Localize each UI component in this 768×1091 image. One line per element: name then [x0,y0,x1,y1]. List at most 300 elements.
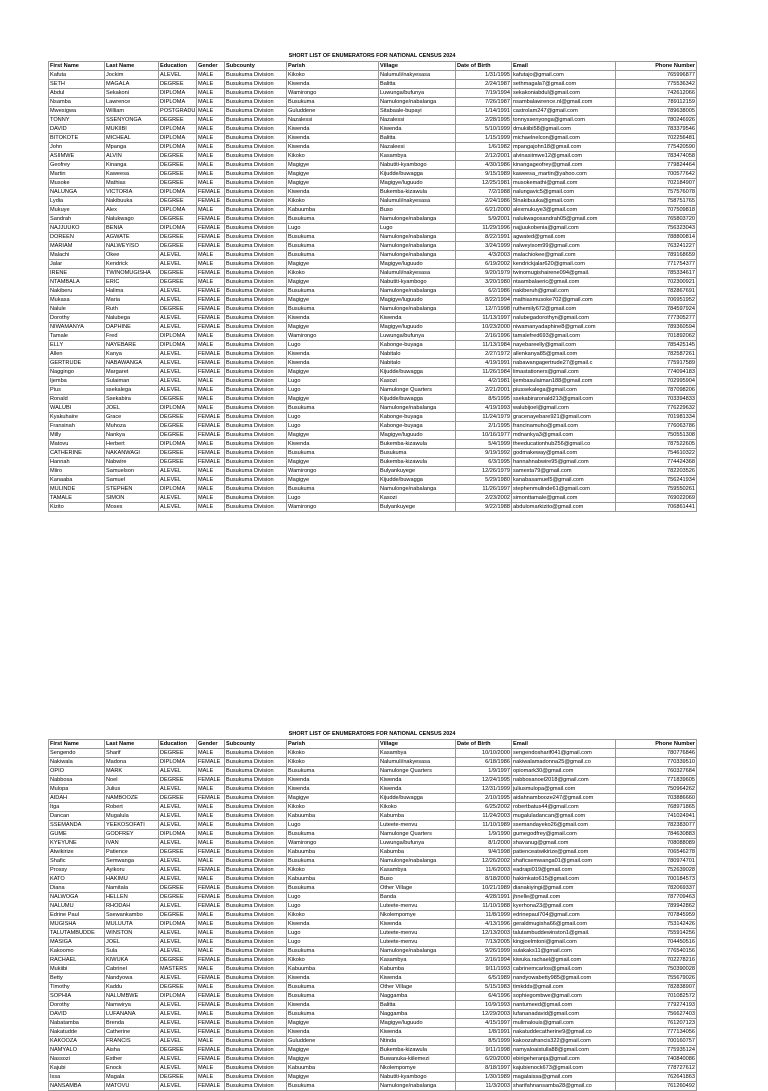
village-cell: Kiwenda [379,776,456,785]
email-cell: ssemandayeko26@gmail.com [512,821,616,830]
phone-number-cell: 759550261 [616,485,697,494]
first-name-cell: Dorothy [49,314,105,323]
gender-cell: FEMALE [197,884,225,893]
village-cell: Kiwenda [379,125,456,134]
subcounty-cell: Busukuma Division [225,278,287,287]
parish-cell: Kabuumba [287,812,379,821]
education-cell: DEGREE [159,422,197,431]
phone-number-cell: 757576078 [616,188,697,197]
table-row [49,794,697,803]
gender-cell: MALE [197,440,225,449]
last-name-cell: Herbert [105,440,159,449]
email-cell: kajubienock673@gmail.com [512,1064,616,1073]
email-cell: nabawangagertrude27@gmail.c [512,359,616,368]
date-of-birth-cell: 7/19/1994 [456,89,512,98]
email-cell: simonttamale@gmail.com [512,494,616,503]
table-row [49,785,697,794]
education-cell: ALEVEL [159,251,197,260]
table-row [49,431,697,440]
parish-cell: Magigye [287,395,379,404]
village-cell: Namulonge/nabalanga [379,251,456,260]
last-name-cell: Ayikoru [105,866,159,875]
parish-cell: Kikoko [287,803,379,812]
gender-cell: FEMALE [197,1082,225,1091]
education-cell: ALEVEL [159,839,197,848]
subcounty-cell: Busukuma Division [225,296,287,305]
phone-number-cell: 756241934 [616,476,697,485]
parish-cell: Lugo [287,422,379,431]
last-name-cell: Magala [105,1073,159,1082]
phone-number-cell: 771839605 [616,776,697,785]
table-row [49,170,697,179]
table-row [49,269,697,278]
parish-cell: Wamirongo [287,89,379,98]
subcounty-cell: Busukuma Division [225,440,287,449]
gender-cell: FEMALE [197,287,225,296]
table-row [49,125,697,134]
education-cell: ALEVEL [159,1037,197,1046]
last-name-cell: Maria [105,296,159,305]
gender-cell: MALE [197,494,225,503]
village-header: Village [379,62,456,71]
table-row [49,965,697,974]
table-row [49,476,697,485]
last-name-cell: Enock [105,1064,159,1073]
gender-cell: MALE [197,260,225,269]
phone-number-header: Phone Number [616,62,697,71]
date-of-birth-cell: 11/3/2003 [456,1082,512,1091]
sheet-page-2 [48,730,696,1091]
last-name-cell: MUKIIBI [105,125,159,134]
date-of-birth-cell: 11/13/1984 [456,341,512,350]
date-of-birth-cell: 8/22/1991 [456,233,512,242]
gender-cell: MALE [197,476,225,485]
gender-cell: FEMALE [197,224,225,233]
email-cell: kinangageofrey@gmail.com [512,161,616,170]
education-cell: DIPLOMA [159,440,197,449]
subcounty-cell: Busukuma Division [225,776,287,785]
subcounty-cell: Busukuma Division [225,170,287,179]
gender-cell: MALE [197,98,225,107]
email-cell: timkdds@gmail.com [512,983,616,992]
first-name-cell: SSEMANDA [49,821,105,830]
subcounty-cell: Busukuma Division [225,125,287,134]
subcounty-cell: Busukuma Division [225,983,287,992]
first-name-cell: Kizito [49,503,105,512]
parish-cell: Kikoko [287,911,379,920]
subcounty-cell: Busukuma Division [225,965,287,974]
education-cell: DEGREE [159,956,197,965]
subcounty-cell: Busukuma Division [225,449,287,458]
table-row [49,107,697,116]
gender-cell: MALE [197,404,225,413]
last-name-cell: Mathias [105,179,159,188]
date-of-birth-cell: 3/20/1980 [456,278,512,287]
first-name-cell: Matovu [49,440,105,449]
subcounty-cell: Busukuma Division [225,107,287,116]
email-cell: nandyowabetty985@gmail.com [512,974,616,983]
subcounty-cell: Busukuma Division [225,458,287,467]
last-name-cell: NAMBOOZE [105,794,159,803]
gender-cell: MALE [197,143,225,152]
table-row [49,503,697,512]
last-name-cell: Sekakoni [105,89,159,98]
email-cell: kaweesa_martin@yahoo.com [512,170,616,179]
first-name-cell: Prossy [49,866,105,875]
education-cell: DEGREE [159,431,197,440]
phone-number-cell: 779274193 [616,1001,697,1010]
parish-cell: Kiwenda [287,134,379,143]
date-of-birth-cell: 6/21/2000 [456,206,512,215]
date-of-birth-cell: 9/4/1998 [456,848,512,857]
gender-cell: MALE [197,179,225,188]
gender-cell: FEMALE [197,323,225,332]
first-name-cell: DOREEN [49,233,105,242]
subcounty-cell: Busukuma Division [225,305,287,314]
email-cell: kingjoelmtoni@gmail.com [512,938,616,947]
village-cell: Magigye/luguudo [379,179,456,188]
village-cell: Luteete-menvu [379,929,456,938]
last-name-cell: Kendrick [105,260,159,269]
email-cell: nakatuddecatherine9@gmail.co [512,1028,616,1037]
phone-number-cell: 702300921 [616,278,697,287]
village-cell: Magigye/luguudo [379,1019,456,1028]
village-cell: Kiwenda [379,314,456,323]
village-cell: Kiwenda [379,974,456,983]
first-name-cell: Miiro [49,467,105,476]
last-name-cell: Catherine [105,1028,159,1037]
village-cell: Namulonge/nabalanga [379,857,456,866]
email-cell: sophiegombwe@gmail.com [512,992,616,1001]
first-name-cell: Tamale [49,332,105,341]
table-row [49,368,697,377]
gender-cell: MALE [197,116,225,125]
phone-number-cell: 777305277 [616,314,697,323]
last-name-cell: Esther [105,1055,159,1064]
subcounty-cell: Busukuma Division [225,323,287,332]
village-cell: Luwunga/bufunya [379,89,456,98]
email-cell: kakoozafrancis322@gmail.com [512,1037,616,1046]
email-cell: 5lnakibuuka@gmail.com [512,197,616,206]
email-cell: eadrapi019@gmail.com [512,866,616,875]
parish-cell: Kiwenda [287,974,379,983]
first-name-cell: IRENE [49,269,105,278]
village-cell: Kijudde/buwagga [379,170,456,179]
village-cell: Kabumba [379,812,456,821]
phone-number-cell: 700160757 [616,1037,697,1046]
table-row [49,911,697,920]
date-of-birth-cell: 2/10/1995 [456,794,512,803]
date-of-birth-cell: 9/20/1979 [456,269,512,278]
date-of-birth-cell: 5/10/1999 [456,125,512,134]
parish-cell: Kiwenda [287,359,379,368]
email-cell: nayebareelly@gmail.com [512,341,616,350]
subcounty-cell: Busukuma Division [225,884,287,893]
education-cell: ALEVEL [159,767,197,776]
phone-number-cell: 706861441 [616,503,697,512]
phone-number-cell: 756627403 [616,1010,697,1019]
gender-cell: FEMALE [197,1001,225,1010]
phone-number-cell: 765996877 [616,71,697,80]
phone-number-cell: 706951952 [616,296,697,305]
email-cell: niwamanyadaphine8@gmail.com [512,323,616,332]
table-row [49,386,697,395]
gender-cell: FEMALE [197,1019,225,1028]
email-header: Email [512,62,616,71]
table-row [49,152,697,161]
date-of-birth-cell: 4/2/1981 [456,377,512,386]
first-name-cell: NAMYALO [49,1046,105,1055]
subcounty-cell: Busukuma Division [225,431,287,440]
first-name-cell: NAJJUUKO [49,224,105,233]
table-row [49,179,697,188]
gender-cell: FEMALE [197,350,225,359]
first-name-cell: Dancan [49,812,105,821]
first-name-cell: MARIAM [49,242,105,251]
subcounty-cell: Busukuma Division [225,947,287,956]
parish-cell: Guluddene [287,107,379,116]
village-cell: Naggamba [379,992,456,1001]
email-cell: francinamuho@gmail.com [512,422,616,431]
last-name-cell: ssekalega [105,386,159,395]
gender-cell: MALE [197,485,225,494]
last-name-cell: GODFREY [105,830,159,839]
education-cell: ALEVEL [159,1055,197,1064]
gender-cell: MALE [197,341,225,350]
first-name-cell: Martin [49,170,105,179]
date-of-birth-cell: 1/14/1991 [456,107,512,116]
education-cell: ALEVEL [159,368,197,377]
first-name-cell: NALUNGA [49,188,105,197]
last-name-cell: JOEL [105,938,159,947]
last-name-cell: LUFANANA [105,1010,159,1019]
subcounty-cell: Busukuma Division [225,116,287,125]
education-cell: DIPLOMA [159,332,197,341]
village-cell: Other Village [379,884,456,893]
village-cell: Namulonge Quarters [379,767,456,776]
phone-number-cell: 778727612 [616,1064,697,1073]
table-row [49,1073,697,1082]
email-cell: lufananadavid@gmail.com [512,1010,616,1019]
date-of-birth-cell: 12/31/1999 [456,785,512,794]
subcounty-cell: Busukuma Division [225,749,287,758]
date-of-birth-cell: 7/26/1987 [456,98,512,107]
education-cell: DEGREE [159,242,197,251]
education-cell: DIPLOMA [159,404,197,413]
subcounty-cell: Busukuma Division [225,143,287,152]
phone-number-cell: 789112159 [616,98,697,107]
email-cell: mathiasmusoke702@gmail.com [512,296,616,305]
email-cell: shavanug@gmail.com [512,839,616,848]
phone-number-cell: 783379546 [616,125,697,134]
email-cell: nalungavic5@gmail.com [512,188,616,197]
phone-number-cell: 700577642 [616,170,697,179]
phone-number-cell: 700184573 [616,875,697,884]
phone-number-cell: 774094183 [616,368,697,377]
last-name-cell: ALVIN [105,152,159,161]
last-name-cell: Kanya [105,350,159,359]
email-cell: namyaloaistulla88@gmail.com [512,1046,616,1055]
email-cell: mugaluladancan@gmail.com [512,812,616,821]
date-of-birth-cell: 10/10/2000 [456,749,512,758]
phone-number-cell: 702278216 [616,956,697,965]
first-name-cell: Nakiberu [49,287,105,296]
village-cell: Nalumuli/nakyesasa [379,269,456,278]
table-row [49,404,697,413]
village-cell: Kijudde/buwagga [379,476,456,485]
village-cell: Kiwenda [379,920,456,929]
first-name-cell: Nassozi [49,1055,105,1064]
parish-cell: Busukuma [287,404,379,413]
date-of-birth-cell: 8/18/1997 [456,1064,512,1073]
email-cell: shaficsemwanga01@gmail.com [512,857,616,866]
email-cell: edrinepaul704@gmail.com [512,911,616,920]
table-row [49,233,697,242]
parish-cell: Kikoko [287,197,379,206]
gender-cell: MALE [197,749,225,758]
parish-cell: Busukuma [287,233,379,242]
parish-cell: Nazalessi [287,116,379,125]
gender-cell: MALE [197,767,225,776]
education-cell: DIPLOMA [159,125,197,134]
date-of-birth-cell: 4/15/1997 [456,1019,512,1028]
table-row [49,875,697,884]
village-cell: Bulyankuyege [379,467,456,476]
table-row [49,314,697,323]
first-name-cell: TONNY [49,116,105,125]
education-header: Education [159,740,197,749]
education-cell: DIPLOMA [159,485,197,494]
education-cell: ALEVEL [159,260,197,269]
subcounty-cell: Busukuma Division [225,938,287,947]
date-of-birth-cell: 7/13/2005 [456,938,512,947]
email-cell: aidahnambooze247@gmail.com [512,794,616,803]
email-cell: theeducationhub256@gmail.co [512,440,616,449]
last-name-cell: Aisha [105,1046,159,1055]
date-of-birth-cell: 2/24/1987 [456,80,512,89]
last-name-cell: IVAN [105,839,159,848]
village-cell: Luwunga/bufunya [379,332,456,341]
phone-number-cell: 782587261 [616,350,697,359]
date-of-birth-cell: 5/4/1999 [456,440,512,449]
first-name-cell: Nakiwala [49,758,105,767]
last-name-cell: Patience [105,848,159,857]
phone-number-cell: 789168659 [616,251,697,260]
phone-number-cell: 741024941 [616,812,697,821]
phone-number-cell: 776540156 [616,947,697,956]
table-row [49,485,697,494]
subcounty-cell: Busukuma Division [225,206,287,215]
email-cell: abdulomarkizito@gmail.com [512,503,616,512]
last-name-cell: Cabrinel [105,965,159,974]
first-name-cell: ELLY [49,341,105,350]
village-cell: Namulonge/nabalanga [379,1082,456,1091]
date-of-birth-cell: 9/15/1989 [456,170,512,179]
email-cell: hakimkato615@gmail.com [512,875,616,884]
table-row [49,197,697,206]
last-name-cell: NABAWANGA [105,359,159,368]
date-of-birth-cell: 3/24/1999 [456,242,512,251]
table-row [49,71,697,80]
email-cell: walubijoel@gmail.com [512,404,616,413]
subcounty-cell: Busukuma Division [225,992,287,1001]
education-cell: DIPLOMA [159,206,197,215]
table-row [49,242,697,251]
email-cell: gumegodfrey@gmail.com [512,830,616,839]
first-name-cell: Ijemba [49,377,105,386]
first-name-cell: CATHERINE [49,449,105,458]
date-of-birth-cell: 5/29/1980 [456,476,512,485]
village-cell: Namulonge/nabalanga [379,98,456,107]
email-cell: nalweyisom99@gmail.com [512,242,616,251]
parish-cell: Magigye [287,179,379,188]
last-name-cell: RHODAH [105,902,159,911]
subcounty-cell: Busukuma Division [225,494,287,503]
subcounty-cell: Busukuma Division [225,350,287,359]
subcounty-cell: Busukuma Division [225,1019,287,1028]
village-cell: Nalumuli/nakyesasa [379,197,456,206]
education-cell: ALEVEL [159,71,197,80]
email-cell: nantumeed@gmail.com [512,1001,616,1010]
first-name-cell: Hannah [49,458,105,467]
first-name-cell: NIWAMANYA [49,323,105,332]
table-row [49,116,697,125]
table-row [49,866,697,875]
village-cell: Sitabaale-bupayi [379,107,456,116]
gender-cell: MALE [197,1010,225,1019]
gender-cell: MALE [197,89,225,98]
education-cell: ALEVEL [159,1019,197,1028]
first-name-cell: Kajubi [49,1064,105,1073]
first-name-cell: Naggingo [49,368,105,377]
phone-number-cell: 702995904 [616,377,697,386]
table-row [49,323,697,332]
last-name-cell: HELLEN [105,893,159,902]
education-cell: DEGREE [159,80,197,89]
phone-number-cell: 750390028 [616,965,697,974]
table-row [49,206,697,215]
subcounty-cell: Busukuma Division [225,386,287,395]
education-cell: ALEVEL [159,296,197,305]
enumerators-table [48,61,697,512]
last-name-cell: Ssewankambo [105,911,159,920]
header-row [49,740,697,749]
table-row [49,929,697,938]
gender-cell: MALE [197,161,225,170]
village-cell: Nabitalo [379,350,456,359]
phone-number-cell: 776063786 [616,422,697,431]
table-row [49,1019,697,1028]
education-cell: ALEVEL [159,947,197,956]
education-cell: ALEVEL [159,929,197,938]
subcounty-cell: Busukuma Division [225,224,287,233]
date-of-birth-cell: 6/25/2002 [456,803,512,812]
table-row [49,812,697,821]
last-name-cell: Mpanga [105,143,159,152]
date-of-birth-cell: 4/30/1986 [456,161,512,170]
email-cell: najjuukobenia@gmail.com [512,224,616,233]
phone-number-cell: 782069337 [616,884,697,893]
education-cell: ALEVEL [159,476,197,485]
phone-number-cell: 706546278 [616,848,697,857]
parish-cell: Busukuma [287,767,379,776]
subcounty-cell: Busukuma Division [225,161,287,170]
parish-cell: Kiwenda [287,314,379,323]
phone-number-cell: 787522605 [616,440,697,449]
date-of-birth-cell: 10/23/2000 [456,323,512,332]
parish-cell: Kikoko [287,749,379,758]
parish-cell: Kabuumba [287,875,379,884]
